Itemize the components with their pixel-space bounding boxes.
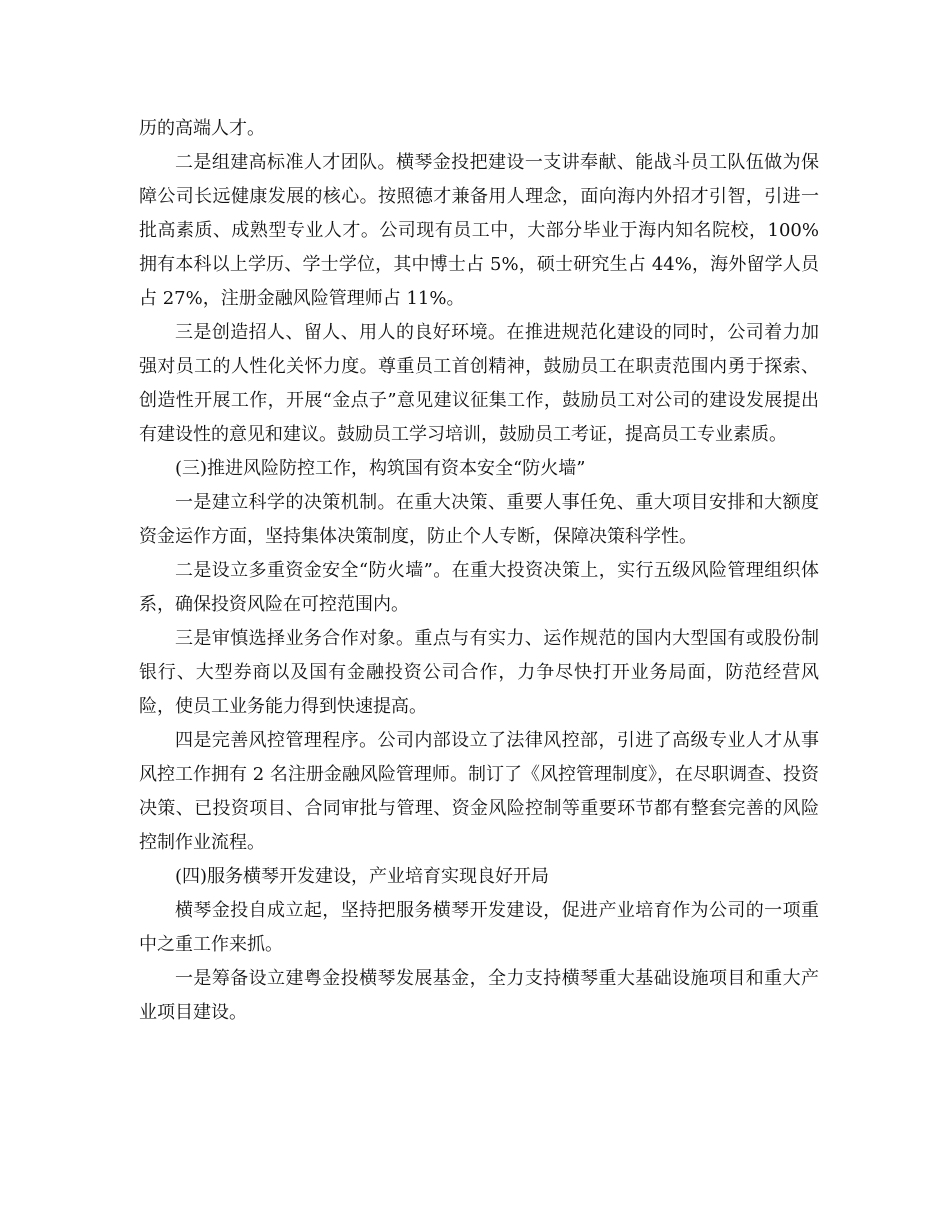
paragraph-talent-team: 二是组建高标准人才团队。横琴金投把建设一支讲奉献、能战斗员工队伍做为保障公司长远健康发展的核心。按照德才兼备用人理念，面向海内外招才引智，引进一批高素质、成熟型专业人才。公司现有员工中，大部分毕业于海内知名院校，100%拥有本科以上学历、学士学位，其中博士占 5%，硕士研究生占 44%，海外留学人员占 27%，注册金融风险管理师占 11%。 (139, 152, 819, 309)
section-heading-hengqin-development: (四)服务横琴开发建设，产业培育实现良好开局 (175, 866, 550, 887)
paragraph-firewall: 二是设立多重资金安全“防火墙”。在重大投资决策上，实行五级风险管理组织体系，确保投资风险在可控范围内。 (139, 560, 819, 615)
document-body (139, 112, 819, 1030)
paragraph-risk-procedures: 四是完善风控管理程序。公司内部设立了法律风控部，引进了高级专业人才从事风控工作拥有 2 名注册金融风险管理师。制订了《风控管理制度》，在尽职调查、投资决策、已投资项目、合同审批与管理、资金风险控制等重要环节都有整套完善的风险控制作业流程。 (139, 730, 819, 853)
paragraph-since-founding: 横琴金投自成立起，坚持把服务横琴开发建设，促进产业培育作为公司的一项重中之重工作来抓。 (139, 900, 819, 955)
paragraph-development-fund: 一是筹备设立建粤金投横琴发展基金，全力支持横琴重大基础设施项目和重大产业项目建设。 (139, 968, 819, 1023)
paragraph-continuation: 历的高端人才。 (139, 118, 265, 139)
paragraph-partners: 三是审慎选择业务合作对象。重点与有实力、运作规范的国内大型国有或股份制银行、大型券商以及国有金融投资公司合作，力争尽快打开业务局面，防范经营风险，使员工业务能力得到快速提高。 (139, 628, 819, 717)
paragraph-decision-mechanism: 一是建立科学的决策机制。在重大决策、重要人事任免、重大项目安排和大额度资金运作方面，坚持集体决策制度，防止个人专断，保障决策科学性。 (139, 492, 819, 547)
paragraph-environment: 三是创造招人、留人、用人的良好环境。在推进规范化建设的同时，公司着力加强对员工的人性化关怀力度。尊重员工首创精神，鼓励员工在职责范围内勇于探索、创造性开展工作，开展“金点子”意见建议征集工作，鼓励员工对公司的建设发展提出有建设性的意见和建议。鼓励员工学习培训，鼓励员工考证，提高员工专业素质。 (139, 322, 819, 445)
section-heading-risk-control: (三)推进风险防控工作，构筑国有资本安全“防火墙” (175, 458, 586, 479)
